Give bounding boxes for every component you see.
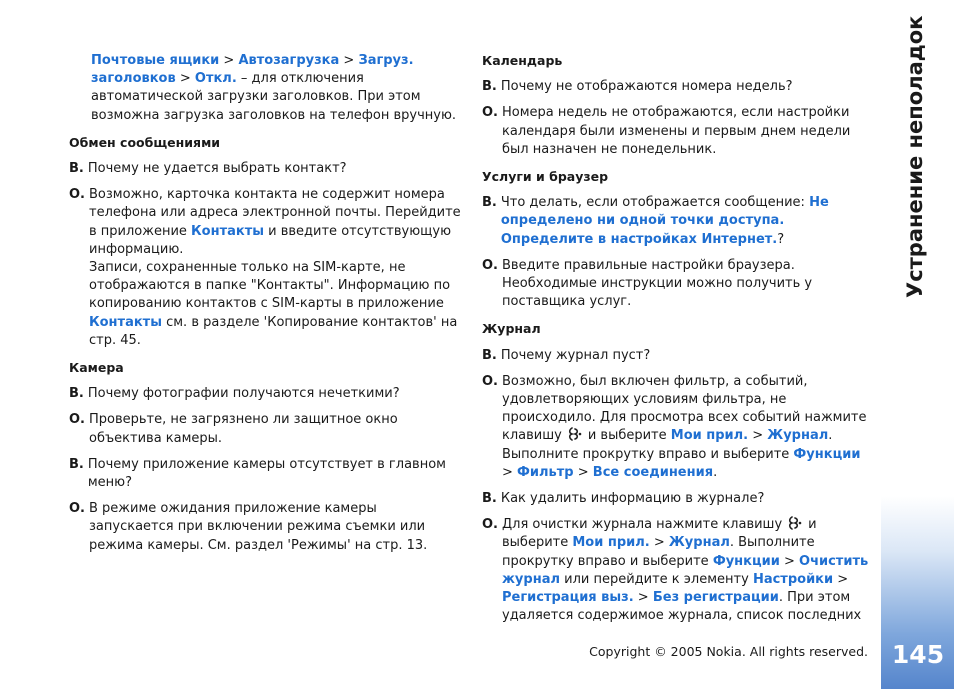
link-options[interactable]: Функции <box>793 446 861 462</box>
answer-text: Проверьте, не загрязнено ли защитное окно объектива камеры. <box>89 412 398 446</box>
question-week-numbers <box>482 78 870 96</box>
question-label: В. <box>482 195 497 211</box>
question-text: Почему приложение камеры отсутствует в главном меню? <box>87 456 446 491</box>
question-text: Почему фотографии получаются нечеткими? <box>87 386 400 402</box>
answer-contact <box>69 186 461 350</box>
answer-label: О. <box>482 517 498 533</box>
answer-text-part: Возможно, был включен фильтр, а событий, удовлетворяющих условиям фильтра, не происходило. Для просмотра всех событий нажмите клавишу <box>502 373 867 444</box>
answer-label: О. <box>482 105 498 121</box>
question-camera-missing <box>69 456 461 492</box>
question-text <box>501 194 870 249</box>
link-all-connections[interactable]: Все соединения <box>592 464 714 480</box>
link-autoload[interactable]: Автозагрузка <box>238 53 340 68</box>
link-settings[interactable]: Настройки <box>752 571 834 587</box>
answer-blurry-photos <box>69 411 461 447</box>
answer-text-part: и введите отсутствующую информацию. <box>89 223 452 257</box>
answer-text <box>89 186 461 350</box>
question-label: В. <box>69 386 84 402</box>
separator: > <box>175 71 195 87</box>
heading-services: Услуги и браузер <box>482 169 609 185</box>
question-text-part: ? <box>777 231 785 247</box>
question-label: В. <box>69 161 84 177</box>
question-text-part: Что делать, если отображается сообщение: <box>500 195 810 211</box>
question-text: Почему не отображаются номера недель? <box>500 79 793 95</box>
link-load-headers[interactable]: Загруз. заголовков <box>91 53 414 87</box>
link-off[interactable]: Откл. <box>194 71 237 87</box>
link-my-apps-2[interactable]: Мои прил. <box>572 535 650 551</box>
answer-label: О. <box>69 412 85 428</box>
separator: > <box>339 53 359 68</box>
right-column <box>482 52 870 633</box>
menu-key-icon <box>786 516 804 530</box>
separator: > <box>649 535 669 551</box>
separator: > <box>573 464 593 480</box>
question-label: В. <box>482 491 497 507</box>
section-title-vertical <box>901 15 931 306</box>
question-delete-log <box>482 490 870 508</box>
answer-label: О. <box>482 373 498 389</box>
separator: > <box>633 590 653 606</box>
separator: > <box>748 428 768 444</box>
answer-log-empty <box>482 373 870 482</box>
section-title-text: Устранение неполадок <box>903 15 927 298</box>
answer-label: О. <box>69 187 85 203</box>
left-column <box>69 52 461 563</box>
question-text: Как удалить информацию в журнале? <box>500 491 765 507</box>
heading-log: Журнал <box>482 321 541 337</box>
link-log-duration[interactable]: Регистрация выз. <box>502 590 634 606</box>
heading-camera: Камера <box>69 360 124 376</box>
answer-text-part: Возможно, карточка контакта не содержит номера телефона или адреса электронной почты. Перейдите в приложение <box>89 187 461 239</box>
answer-text-part: и выберите <box>587 428 671 444</box>
link-no-log[interactable]: Без регистрации <box>652 590 779 606</box>
answer-text-part: . Выполните прокрутку вправо и выберите <box>502 428 833 462</box>
intro-text: – для отключения автоматической загрузки заголовков. При этом возможна загрузка заголовков на телефон вручную. <box>91 71 457 123</box>
answer-text-part: . Выполните прокрутку вправо и выберите <box>502 535 815 569</box>
question-contact <box>69 160 461 178</box>
menu-key-icon <box>566 427 584 441</box>
link-clear-log[interactable]: Очистить журнал <box>502 553 869 587</box>
question-text: Почему журнал пуст? <box>500 347 651 363</box>
link-filter[interactable]: Фильтр <box>517 464 574 480</box>
link-contacts[interactable]: Контакты <box>191 223 265 239</box>
heading-calendar: Календарь <box>482 53 563 68</box>
question-text: Почему не удается выбрать контакт? <box>87 161 347 177</box>
link-my-apps[interactable]: Мои прил. <box>670 428 749 444</box>
answer-delete-log <box>482 516 870 625</box>
answer-text-part: Для очистки журнала нажмите клавишу <box>502 517 783 533</box>
link-log-2[interactable]: Журнал <box>668 535 730 551</box>
question-label: В. <box>482 347 497 363</box>
page-number: 145 <box>891 640 945 669</box>
answer-text: Введите правильные настройки браузера. Необходимые инструкции можно получить у поставщика услуг. <box>502 257 813 310</box>
intro-paragraph <box>69 52 461 125</box>
answer-text-part: . При этом удаляется содержимое журнала, список последних <box>502 590 862 624</box>
answer-label: О. <box>482 257 498 273</box>
message-no-access-point: Не определено ни одной точки доступа. Определите в настройках Интернет. <box>500 195 829 247</box>
answer-access-point <box>482 257 870 312</box>
separator: > <box>502 464 518 480</box>
answer-week-numbers <box>482 104 870 159</box>
question-access-point <box>482 194 870 249</box>
link-options-2[interactable]: Функции <box>712 553 780 569</box>
answer-text <box>502 373 870 482</box>
answer-text-part: или перейдите к элементу <box>560 571 753 587</box>
answer-text: Номера недель не отображаются, если настройки календаря были изменены и первым днем недели был назначен не понедельник. <box>502 105 851 157</box>
link-contacts-2[interactable]: Контакты <box>89 314 162 330</box>
heading-messaging: Обмен сообщениями <box>69 134 221 150</box>
separator: > <box>219 53 239 68</box>
answer-text-part: см. в разделе 'Копирование контактов' на стр. 45. <box>89 314 458 348</box>
answer-text-part: и выберите <box>502 517 817 551</box>
question-log-empty <box>482 347 870 365</box>
separator: > <box>833 571 849 587</box>
answer-label: О. <box>69 501 85 517</box>
answer-text <box>502 516 870 625</box>
answer-text: В режиме ожидания приложение камеры запускается при включении режима съемки или режима камеры. См. раздел 'Режимы' на стр. 13. <box>89 501 428 553</box>
question-label: В. <box>482 79 497 95</box>
copyright-notice: Copyright © 2005 Nokia. All rights reserved. <box>589 644 868 659</box>
answer-text-part: . <box>713 464 718 480</box>
question-blurry-photos <box>69 385 461 403</box>
separator: > <box>779 553 800 569</box>
link-mailboxes[interactable]: Почтовые ящики <box>91 53 220 68</box>
link-log[interactable]: Журнал <box>767 428 829 444</box>
answer-camera-missing <box>69 500 461 555</box>
question-label: В. <box>69 456 84 472</box>
answer-text-part: Записи, сохраненные только на SIM-карте, не отображаются в папке "Контакты". Информацию по копированию контактов с SIM-карты в приложение <box>89 260 451 312</box>
